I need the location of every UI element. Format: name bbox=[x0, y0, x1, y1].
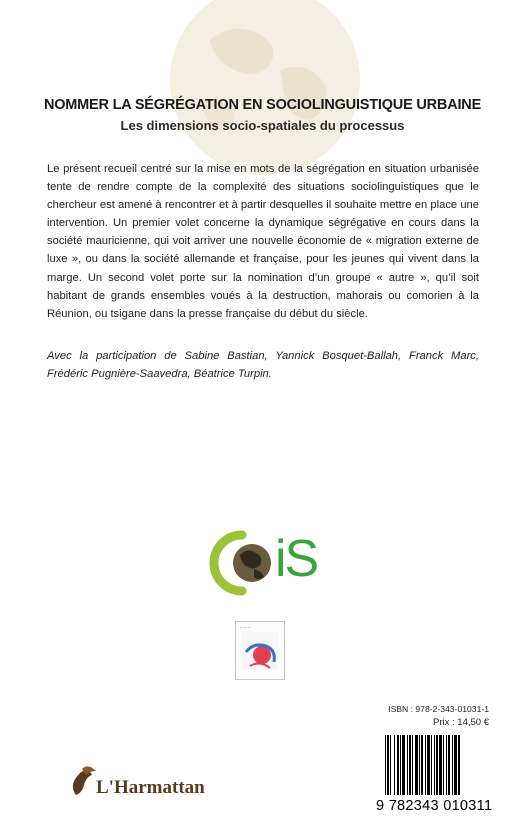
barcode-bar bbox=[425, 735, 426, 795]
barcode-bar bbox=[434, 735, 435, 795]
publisher-logo bbox=[58, 765, 205, 799]
barcode-bar bbox=[385, 735, 386, 795]
isbn-label: ISBN : 978-2-343-01031-1 bbox=[388, 704, 489, 714]
barcode-bar bbox=[415, 735, 418, 795]
title-block bbox=[0, 97, 525, 133]
barcode-bars bbox=[373, 731, 500, 799]
barcode bbox=[373, 731, 500, 824]
barcode-bar bbox=[407, 735, 408, 795]
barcode-bar bbox=[443, 735, 444, 795]
globe-watermark bbox=[140, 0, 390, 160]
barcode-bar bbox=[431, 735, 432, 795]
barcode-bar bbox=[409, 735, 411, 795]
thumbnail-header: ~ ~ ~ bbox=[240, 625, 251, 630]
book-summary: Le présent recueil centré sur la mise en mots de la ségrégation en situation urbanisée tente de rendre compte de la complexité des situations sociolinguistiques que le chercheur est amené à rencontrer et à partir desquelles il souhaite mettre en place une intervention. Un premier volet concerne la dynamique ségrégative en cours dans la société mauricienne, qui voit arriver une nouvelle économie de « migration externe de luxe », ou dans la société allemande et française, pour les jeunes qui vivent dans la marge. Un second volet porte sur la nomination d’un groupe « autre », qu’il soit habitant de grands ensembles voués à la destruction, mahorais ou comorien à la Réunion, ou tsigane dans la presse française du début du siècle. bbox=[47, 163, 479, 320]
barcode-number: 9 782343 010311 bbox=[376, 798, 493, 814]
barcode-bar bbox=[394, 735, 395, 795]
participants-note: Avec la participation de Sabine Bastian, Yannick Bosquet-Ballah, Franck Marc, Frédéric Pugnière-Saavedra, Béatrice Turpin. bbox=[47, 350, 479, 381]
isbn-price-block bbox=[388, 704, 489, 728]
barcode-bar bbox=[397, 735, 399, 795]
barcode-bar bbox=[390, 735, 391, 795]
book-title: NOMMER LA SÉGRÉGATION EN SOCIOLINGUISTIQUE URBAINE bbox=[43, 97, 482, 113]
series-logo-text: iS bbox=[275, 530, 318, 588]
publisher-name: L'Harmattan bbox=[96, 777, 205, 798]
barcode-bar bbox=[421, 735, 423, 795]
barcode-bar bbox=[439, 735, 442, 795]
barcode-bar bbox=[412, 735, 413, 795]
collection-thumbnail bbox=[235, 621, 285, 680]
price-label: Prix : 14,50 € bbox=[433, 717, 489, 728]
barcode-bar bbox=[446, 735, 447, 795]
barcode-bar bbox=[436, 735, 438, 795]
barcode-bar bbox=[419, 735, 420, 795]
thumbnail-art bbox=[236, 622, 284, 679]
barcode-bar bbox=[448, 735, 450, 795]
barcode-bar bbox=[400, 735, 401, 795]
barcode-bar bbox=[402, 735, 405, 795]
barcode-bar bbox=[452, 735, 453, 795]
book-subtitle: Les dimensions socio-spatiales du processus bbox=[120, 118, 405, 133]
barcode-bar bbox=[454, 735, 457, 795]
barcode-bar bbox=[387, 735, 389, 795]
barcode-bar bbox=[458, 735, 460, 795]
barcode-bar bbox=[427, 735, 430, 795]
